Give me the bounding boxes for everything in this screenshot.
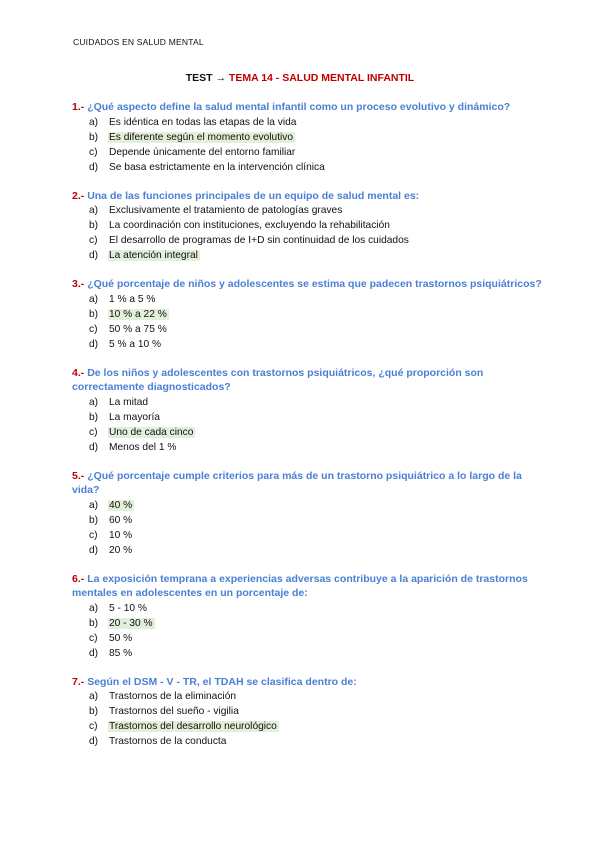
option-text: Trastornos del sueño - vigilia — [109, 706, 239, 717]
question-number: 2.- — [72, 189, 85, 202]
question-text — [72, 277, 542, 292]
question-number: 4.- — [72, 366, 85, 379]
option-a — [89, 601, 542, 616]
option-text: 20 % — [109, 544, 133, 556]
question-number: 5.- — [72, 469, 85, 482]
option-a — [89, 395, 542, 410]
option-list — [72, 498, 542, 558]
question-list — [72, 100, 542, 763]
option-letter: c) — [89, 632, 98, 644]
question-6 — [72, 572, 542, 661]
option-letter: d) — [89, 544, 99, 556]
option-text: La mitad — [109, 396, 149, 408]
option-b-correct — [89, 616, 542, 631]
option-b-correct — [89, 130, 542, 145]
option-text: El desarrollo de programas de I+D sin continuidad de los cuidados — [109, 235, 409, 246]
option-letter: a) — [89, 499, 99, 511]
option-list — [72, 689, 542, 749]
option-c — [89, 233, 542, 248]
option-c — [89, 322, 542, 337]
option-c — [89, 145, 542, 160]
option-b — [89, 513, 542, 528]
option-text: 1 % a 5 % — [109, 293, 156, 305]
page-header: CUIDADOS EN SALUD MENTAL — [73, 37, 204, 47]
option-text: 5 % a 10 % — [109, 338, 162, 350]
option-list — [72, 395, 542, 455]
option-text: Exclusivamente el tratamiento de patologías graves — [109, 205, 343, 216]
option-letter: b) — [89, 617, 99, 629]
question-prompt: ¿Qué aspecto define la salud mental infantil como un proceso evolutivo y dinámico? — [87, 101, 511, 113]
question-number: 1.- — [72, 101, 85, 113]
question-prompt: De los niños y adolescentes con trastornos psiquiátricos, ¿qué proporción son correctamente diagnosticados? — [72, 366, 484, 393]
option-c — [89, 631, 542, 646]
option-text: Depende únicamente del entorno familiar — [109, 146, 296, 158]
question-number: 3.- — [72, 278, 85, 290]
question-3 — [72, 277, 542, 352]
option-letter: a) — [89, 602, 99, 614]
option-letter: a) — [89, 691, 99, 702]
option-c-correct — [89, 719, 542, 734]
option-d — [89, 160, 542, 175]
option-letter: d) — [89, 338, 99, 350]
option-letter: b) — [89, 308, 99, 320]
question-text — [72, 572, 542, 601]
option-letter: b) — [89, 514, 99, 526]
question-text — [72, 469, 542, 498]
option-text: 10 % — [109, 529, 133, 541]
option-letter: d) — [89, 736, 99, 747]
question-4 — [72, 366, 542, 455]
question-number: 7.- — [72, 675, 85, 688]
question-number: 6.- — [72, 572, 85, 585]
question-prompt: Una de las funciones principales de un equipo de salud mental es: — [87, 189, 420, 202]
option-text: 60 % — [109, 514, 133, 526]
option-text: 85 % — [109, 647, 133, 659]
option-a-correct — [89, 498, 542, 513]
question-text — [72, 675, 542, 690]
option-letter: d) — [89, 441, 99, 453]
option-letter: c) — [89, 426, 98, 438]
option-d — [89, 543, 542, 558]
option-text: 20 - 30 % — [109, 617, 153, 629]
option-letter: a) — [89, 293, 99, 305]
option-letter: d) — [89, 161, 99, 173]
option-text: La coordinación con instituciones, excluyendo la rehabilitación — [109, 220, 390, 231]
question-prompt: ¿Qué porcentaje de niños y adolescentes se estima que padecen trastornos psiquiátricos? — [87, 278, 542, 290]
question-5 — [72, 469, 542, 558]
option-letter: d) — [89, 250, 99, 261]
option-list — [72, 292, 542, 352]
option-text: Es diferente según el momento evolutivo — [109, 131, 294, 143]
option-letter: b) — [89, 220, 99, 231]
option-letter: a) — [89, 396, 99, 408]
option-text: 10 % a 22 % — [109, 308, 167, 320]
option-b — [89, 704, 542, 719]
option-letter: c) — [89, 323, 98, 335]
option-a — [89, 115, 542, 130]
question-1 — [72, 100, 542, 175]
option-text: 5 - 10 % — [109, 602, 147, 614]
option-a — [89, 689, 542, 704]
option-letter: b) — [89, 411, 99, 423]
question-prompt: La exposición temprana a experiencias adversas contribuye a la aparición de trastornos mentales en adolescentes en un porcentaje de: — [72, 572, 528, 599]
test-title — [0, 72, 600, 84]
option-d-correct — [89, 248, 542, 263]
option-d — [89, 646, 542, 661]
option-a — [89, 203, 542, 218]
option-b — [89, 218, 542, 233]
question-text — [72, 189, 542, 204]
option-letter: c) — [89, 529, 98, 541]
option-letter: a) — [89, 116, 99, 128]
option-letter: c) — [89, 235, 98, 246]
option-text: Uno de cada cinco — [109, 426, 194, 438]
question-2 — [72, 189, 542, 264]
option-letter: a) — [89, 205, 99, 216]
option-a — [89, 292, 542, 307]
title-prefix: TEST → — [185, 72, 229, 84]
question-7 — [72, 675, 542, 750]
option-text: La mayoría — [109, 411, 160, 423]
option-text: 50 % a 75 % — [109, 323, 167, 335]
option-c — [89, 528, 542, 543]
option-text: 50 % — [109, 632, 133, 644]
option-list — [72, 203, 542, 263]
option-text: Trastornos de la conducta — [109, 736, 227, 747]
question-prompt: ¿Qué porcentaje cumple criterios para más de un trastorno psiquiátrico a lo largo de la vida? — [72, 469, 522, 496]
option-letter: c) — [89, 146, 98, 158]
option-text: Se basa estrictamente en la intervención clínica — [109, 161, 325, 173]
option-letter: b) — [89, 706, 99, 717]
option-d — [89, 440, 542, 455]
option-letter: d) — [89, 647, 99, 659]
option-text: Trastornos de la eliminación — [109, 691, 237, 702]
option-list — [72, 115, 542, 175]
title-topic: TEMA 14 - SALUD MENTAL INFANTIL — [228, 72, 415, 84]
question-prompt: Según el DSM - V - TR, el TDAH se clasifica dentro de: — [87, 675, 357, 688]
option-text: Menos del 1 % — [109, 441, 177, 453]
option-c-correct — [89, 425, 542, 440]
option-text: 40 % — [109, 499, 133, 511]
option-list — [72, 601, 542, 661]
option-letter: c) — [89, 721, 98, 732]
option-text: Es idéntica en todas las etapas de la vida — [109, 116, 297, 128]
question-text — [72, 366, 542, 395]
option-b — [89, 410, 542, 425]
option-d — [89, 734, 542, 749]
option-letter: b) — [89, 131, 99, 143]
option-text: Trastornos del desarrollo neurológico — [109, 721, 277, 732]
option-b-correct — [89, 307, 542, 322]
option-d — [89, 337, 542, 352]
option-text: La atención integral — [109, 250, 198, 261]
question-text — [72, 100, 542, 115]
